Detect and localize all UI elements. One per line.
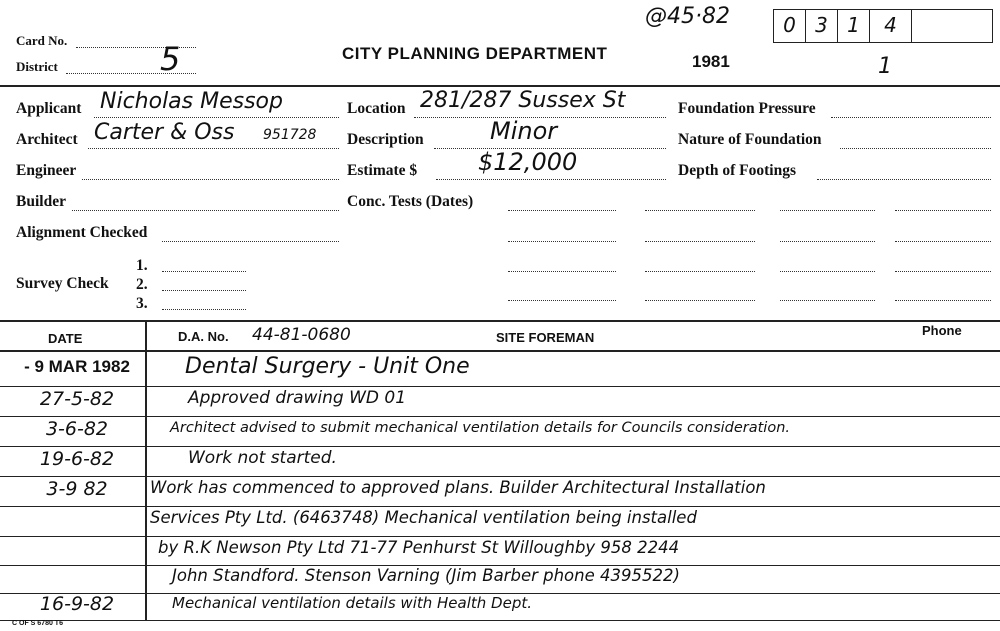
grid-line-r4c	[895, 300, 991, 301]
log-entry-text: John Standford. Stenson Varning (Jim Barber phone 4395522)	[172, 566, 680, 585]
survey-item-1: 1.	[136, 257, 148, 274]
district-value: 5	[160, 40, 181, 78]
estimate-label: Estimate $	[347, 162, 418, 179]
log-entry-date: 16-9-82	[39, 593, 115, 615]
nature-foundation-label: Nature of Foundation	[678, 131, 822, 148]
applicant-line	[94, 117, 339, 118]
box-digit-1: 0	[773, 9, 806, 43]
site-foreman-label: SITE FOREMAN	[496, 330, 595, 345]
log-entry-text: Architect advised to submit mechanical ventilation details for Councils consideration.	[170, 420, 791, 436]
log-entry-text: Services Pty Ltd. (6463748) Mechanical ventilation being installed	[150, 508, 697, 527]
conc-line-2a	[508, 241, 616, 242]
log-entry	[0, 354, 1000, 386]
builder-label: Builder	[16, 193, 66, 210]
survey-item-3: 3.	[136, 295, 148, 312]
builder-line	[72, 210, 339, 211]
grid-line-r3a	[645, 271, 755, 272]
foundation-pressure-label: Foundation Pressure	[678, 100, 816, 117]
log-rule	[0, 506, 1000, 507]
phone-label: Phone	[922, 323, 962, 338]
survey-check-label: Survey Check	[16, 275, 109, 292]
log-entry-date: - 9 MAR 1982	[24, 357, 130, 376]
foundation-pressure-line	[831, 117, 991, 118]
architect-value: Carter & Oss	[94, 120, 235, 145]
conc-line-3a	[508, 271, 616, 272]
location-label: Location	[347, 100, 406, 117]
log-entry-date: 3-9 82	[46, 478, 108, 500]
grid-line-r2c	[895, 241, 991, 242]
log-entry-text: Work has commenced to approved plans. Builder Architectural Installation	[150, 478, 766, 497]
grid-line-r4b	[780, 300, 875, 301]
box-digit-5	[911, 9, 993, 43]
architect-line	[88, 148, 339, 149]
log-entry	[0, 478, 1000, 507]
date-header: DATE	[48, 331, 83, 346]
log-entry	[0, 418, 1000, 447]
log-entry-text: Dental Surgery - Unit One	[185, 354, 470, 379]
location-value: 281/287 Sussex St	[420, 88, 626, 113]
applicant-label: Applicant	[16, 100, 82, 117]
box-sub-value: 1	[878, 54, 892, 79]
log-entry-date: 27-5-82	[39, 388, 115, 410]
ref-number: @45·82	[645, 4, 730, 29]
log-entry	[0, 448, 1000, 477]
architect-phone: 951728	[263, 127, 317, 143]
log-rule	[0, 476, 1000, 477]
nature-foundation-line	[840, 148, 991, 149]
conc-line-4a	[508, 300, 616, 301]
depth-footings-line	[817, 179, 991, 180]
log-top-border	[0, 320, 1000, 322]
alignment-line	[162, 241, 339, 242]
footer-code: C OF S 6780 T6	[12, 620, 63, 627]
da-no-label: D.A. No.	[178, 329, 229, 344]
log-rule	[0, 386, 1000, 387]
log-entry	[0, 538, 1000, 567]
box-digit-4: 4	[869, 9, 912, 43]
grid-line-r1c	[895, 210, 991, 211]
log-entry	[0, 388, 1000, 417]
engineer-label: Engineer	[16, 162, 77, 179]
log-entry-date: 3-6-82	[45, 418, 109, 440]
estimate-line	[436, 179, 666, 180]
grid-line-r3b	[780, 271, 875, 272]
grid-line-r2a	[645, 241, 755, 242]
log-rule	[0, 536, 1000, 537]
year: 1981	[692, 52, 730, 71]
header-divider	[0, 85, 1000, 87]
description-label: Description	[347, 131, 424, 148]
description-value: Minor	[490, 117, 558, 145]
grid-line-r2b	[780, 241, 875, 242]
survey-line-1	[162, 271, 246, 272]
log-entry-date: 19-6-82	[39, 448, 115, 470]
survey-line-3	[162, 309, 246, 310]
survey-item-2: 2.	[136, 276, 148, 293]
log-rule	[0, 620, 1000, 621]
log-entry-text: by R.K Newson Pty Ltd 71-77 Penhurst St Willoughby 958 2244	[158, 538, 680, 557]
card-no-label: Card No.	[16, 33, 68, 48]
grid-line-r1a	[645, 210, 755, 211]
conc-line-1a	[508, 210, 616, 211]
box-digit-3: 1	[837, 9, 870, 43]
da-no-value: 44-81-0680	[252, 325, 351, 345]
estimate-value: $12,000	[478, 148, 578, 176]
box-digit-2: 3	[805, 9, 838, 43]
log-entry-text: Approved drawing WD 01	[188, 388, 407, 408]
log-entry	[0, 566, 1000, 595]
depth-footings-label: Depth of Footings	[678, 162, 796, 179]
log-header-rule	[0, 350, 1000, 352]
log-entry	[0, 593, 1000, 622]
log-rule	[0, 446, 1000, 447]
applicant-value: Nicholas Messop	[100, 89, 283, 114]
conc-tests-label: Conc. Tests (Dates)	[347, 193, 474, 210]
log-entry-text: Mechanical ventilation details with Health Dept.	[172, 594, 532, 612]
alignment-label: Alignment Checked	[16, 224, 148, 241]
grid-line-r1b	[780, 210, 875, 211]
engineer-line	[82, 179, 339, 180]
log-rule	[0, 416, 1000, 417]
architect-label: Architect	[16, 131, 78, 148]
survey-line-2	[162, 290, 246, 291]
department-title: CITY PLANNING DEPARTMENT	[342, 44, 608, 63]
log-entry-text: Work not started.	[188, 448, 337, 468]
district-label: District	[16, 59, 58, 74]
grid-line-r4a	[645, 300, 755, 301]
log-entry	[0, 508, 1000, 537]
grid-line-r3c	[895, 271, 991, 272]
